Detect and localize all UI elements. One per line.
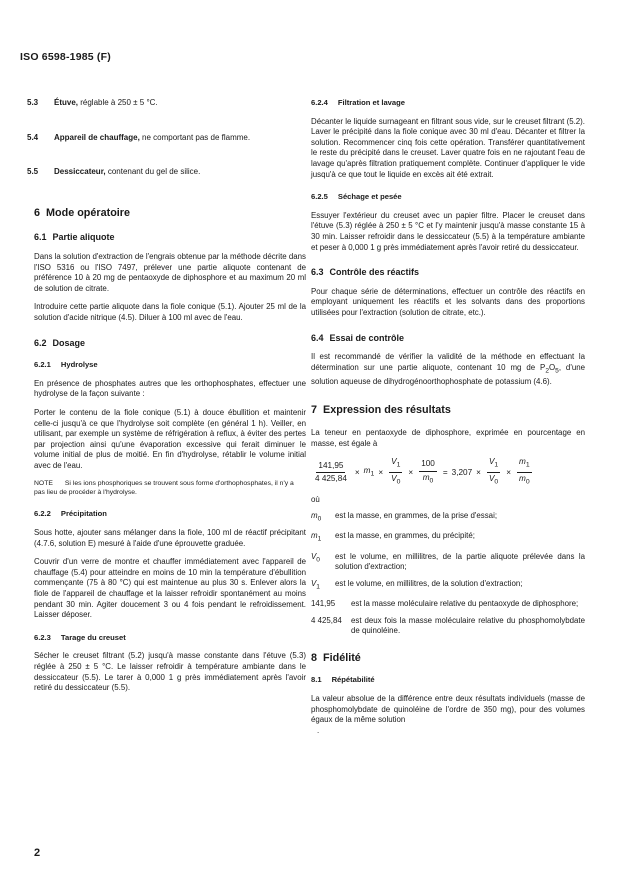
item-term: Étuve, (54, 98, 79, 107)
result-formula: $\frac{141,95}{4 425,84}$ × $m_1$ × $\frac{V_1}{V_0}$ × $\frac{100}{m_0}$ = 3,207 × $\frac{V_1}{V_0}$ × $\frac{m_1}{m_0}$ (311, 457, 585, 488)
definition-symbol-wrap (311, 531, 335, 545)
section-heading-6-1: 6.1 Partie aliquote (34, 232, 115, 243)
trailing-dot: . (317, 725, 320, 735)
item-term: Dessiccateur, (54, 167, 106, 177)
definition-text: est la masse, en grammes, du précipité; (335, 531, 475, 541)
page-number: 2 (34, 847, 41, 859)
item-5-5 (27, 167, 306, 178)
paragraph-6-3: Pour chaque série de déterminations, effectuer un contrôle des réactifs en employant uniquement les réactifs et les solvants dans des proportions utilisées pour l'extraction (solution de citrate, etc.). (311, 286, 585, 317)
section-heading-6-4: 6.4 Essai de contrôle (311, 332, 405, 343)
definition-symbol: V (311, 551, 317, 561)
page-header: ISO 6598-1985 (F) (20, 51, 111, 63)
item-text: contenant du gel de silice. (105, 167, 201, 177)
definition-subscript: 0 (317, 515, 322, 523)
definition-symbol: 4 425,84 (311, 615, 342, 625)
definition-symbol: 141,95 (311, 599, 336, 608)
definition-symbol: V (311, 578, 317, 588)
definition-symbol-wrap (311, 599, 351, 610)
where-label: où (311, 494, 320, 504)
definition-symbol-wrap (311, 579, 335, 593)
definition-subscript: 0 (316, 556, 320, 564)
section-heading-7: 7 Expression des résultats (311, 404, 451, 417)
note-text: Si les ions phosphoriques se trouvent sous forme d'orthophosphates, il n'y a pas lieu de procéder à l'hydrolyse. (34, 480, 294, 497)
item-term: Appareil de chauffage, (54, 132, 140, 142)
definition-item (311, 599, 585, 610)
paragraph-6-2-5: Essuyer l'extérieur du creuset avec un papier filtre. Placer le creuset dans l'étuve (5.3) réglée à 250 ± 5 °C et l'y maintenir jusqu'à masse constante 15 à 30 min. Laisser refroidir dans le dessiccateur (5.5) à la température ambiante et peser à 0,000 1 g près immédiatement après l'avoir retiré du dessiccateur. (311, 210, 585, 252)
section-heading-6-2-1: 6.2.1 Hydrolyse (34, 360, 98, 370)
item-number: 5.5 (27, 167, 39, 177)
item-number: 5.4 (27, 132, 39, 142)
paragraph-6-1-a: Dans la solution d'extraction de l'engrais obtenue par la méthode décrite dans l'ISO 5316 ou l'ISO 7497, prélever une partie aliquote contenant de préférence 10 à 20 mg de pentaoxyde de diphosphore et au maximum 20 ml de solution de citrate. (34, 251, 306, 293)
definition-item (311, 552, 585, 573)
definition-subscript: 1 (316, 583, 320, 591)
section-heading-6-3: 6.3 Contrôle des réactifs (311, 267, 420, 278)
paragraph-6-4: Il est recommandé de vérifier la validité de la méthode en effectuant la détermination sur une partie aliquote, contenant 10 mg de $P_2O_5$, d'une solution aqueuse de dihydrogénoorthophosphate de potassium (4.6). (311, 352, 585, 386)
definition-text: est la masse, en grammes, de la prise d'essai; (335, 511, 498, 521)
note-label: NOTE (34, 480, 53, 488)
definition-text: est le volume, en millilitres, de la partie aliquote prélevée dans la solution d'extraction; (335, 551, 585, 572)
paragraph-6-2-2-b: Couvrir d'un verre de montre et chauffer immédiatement avec l'appareil de chauffage (5.4) pour atteindre en moins de 10 min la température d'ébullition commençante (75 à 80 °C) qui est maintenue au plus 30 s. Enlever alors la fiole de l'appareil de chauffage et la laisser refroidir spontanément au moins pendant 30 min. Agiter doucement 3 ou 4 fois pendant le refroidissement. Laisser déposer. (34, 557, 306, 620)
definition-item (311, 511, 585, 525)
section-heading-6-2-5: 6.2.5 Séchage et pesée (311, 192, 402, 202)
definition-item (311, 579, 585, 593)
fraction-volumes: $\frac{V_1}{V_0}$ (391, 457, 401, 487)
definition-symbol-wrap (311, 616, 351, 637)
paragraph-7: La teneur en pentaoxyde de diphosphore, exprimée en pourcentage en masse, est égale à (311, 428, 585, 448)
definition-item (311, 531, 585, 545)
left-column (27, 98, 306, 702)
section-heading-8: 8 Fidélité (311, 651, 361, 664)
item-number: 5.3 (27, 98, 39, 107)
definition-text: est la masse moléculaire relative du pentaoxyde de diphosphore; (351, 599, 579, 608)
paragraph-6-2-1-a: En présence de phosphates autres que les orthophosphates, effectuer une hydrolyse de la façon suivante : (34, 378, 306, 399)
paragraph-8-1: La valeur absolue de la différence entre deux résultats individuels (masse de phosphomolybdate de quinoléine de l'ordre de 350 mg), pour des volumes égaux de la même solution (311, 693, 585, 725)
fraction-masses: $\frac{m_1}{m_0}$ (519, 457, 530, 487)
item-text: ne comportant pas de flamme. (139, 132, 251, 142)
fraction-volumes-b: $\frac{V_1}{V_0}$ (488, 457, 499, 487)
definition-symbol-wrap (311, 511, 335, 525)
definition-subscript: 1 (317, 536, 322, 544)
paragraph-6-2-1-b: Porter le contenu de la fiole conique (5.1) à douce ébullition et maintenir celle-ci jusqu'à ce que l'hydrolyse soit complète (en général 1 h). Veiller, en utilisant, par exemple un système de réfrigération à reflux, à éviter des pertes par projection ainsi qu'une évaporation excessive qui ferait diminuer le volume initial de plus de moitié. En fin d'hydrolyse, rétablir le volume initial avec de l'eau. (34, 407, 306, 470)
paragraph-6-2-4: Décanter le liquide surnageant en filtrant sous vide, sur le creuset filtrant (5.2). Laver le précipité dans la fiole conique avec 30 ml d'eau. Décanter et filtrer la solution. Recommencer cinq fois cette opération. Transférer quantitativement le reste du précipité dans le creuset. Laver quatre fois en ne rajoutant l'eau de lavage qu'après filtration pratiquement complète. Continuer d'appliquer le vide jusqu'à ce que tout le liquide en excès ait été extrait. (311, 116, 585, 179)
section-heading-6-2: 6.2 Dosage (34, 337, 86, 348)
definitions-list (311, 511, 585, 636)
right-column (311, 98, 585, 736)
note (34, 479, 306, 497)
item-text: réglable à 250 ± 5 °C. (78, 98, 158, 107)
fraction-constants: $\frac{141,95}{4 425,84}$ (315, 460, 347, 484)
definition-symbol-wrap (311, 552, 335, 573)
item-5-3 (27, 98, 306, 109)
paragraph-6-2-3: Sécher le creuset filtrant (5.2) jusqu'à masse constante dans l'étuve (5.3) réglée à 250 ± 5 °C. Le laisser refroidir à température ambiante dans le dessiccateur (5.5). Le tarer à 0,000 1 g près immédiatement après l'avoir retiré du dessiccateur (5.5). (34, 651, 306, 693)
item-5-4 (27, 132, 306, 144)
fraction-hundred: $\frac{100}{m_0}$ (421, 459, 435, 485)
definition-symbol: m (311, 511, 318, 521)
definition-text: est deux fois la masse moléculaire relative du phosphomolybdate de quinoléine. (351, 615, 585, 636)
definition-symbol: m (311, 531, 318, 541)
section-heading-6-2-4: 6.2.4 Filtration et lavage (311, 98, 405, 107)
paragraph-6-2-2-a: Sous hotte, ajouter sans mélanger dans la fiole, 100 ml de réactif précipitant (4.7.6, solution E) mesuré à l'aide d'une éprouvette graduée. (34, 528, 306, 548)
definition-text: est le volume, en millilitres, de la solution d'extraction; (335, 578, 523, 588)
section-heading-6: 6 Mode opératoire (34, 206, 131, 219)
section-heading-6-2-2: 6.2.2 Précipitation (34, 509, 107, 519)
section-heading-6-2-3: 6.2.3 Tarage du creuset (34, 632, 126, 642)
paragraph-6-1-b: Introduire cette partie aliquote dans la fiole conique (5.1). Ajouter 25 ml de la solution d'acide nitrique (4.5). Diluer à 100 ml avec de l'eau. (34, 302, 306, 322)
definition-item (311, 616, 585, 637)
section-heading-8-1: 8.1 Répétabilité (311, 675, 375, 685)
